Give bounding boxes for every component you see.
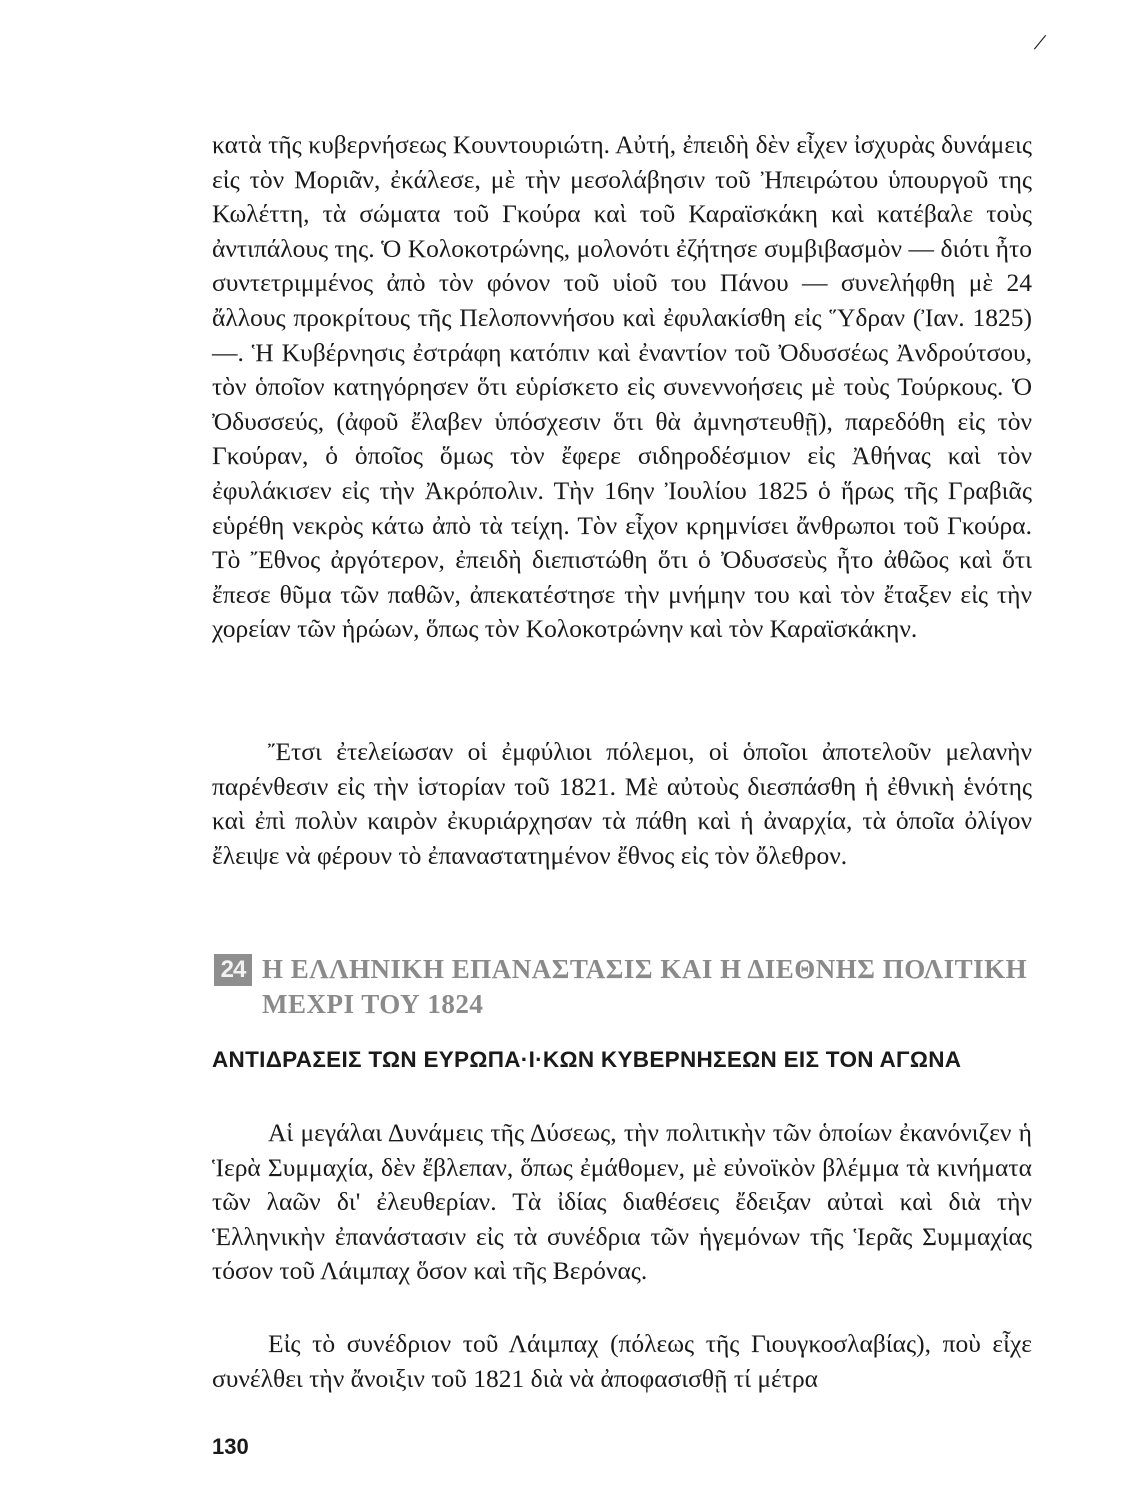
subheading: ΑΝΤΙΔΡΑΣΕΙΣ ΤΩΝ ΕΥΡΩΠΑ·Ι·ΚΩΝ ΚΥΒΕΡΝΗΣΕΩΝ ΕΙΣ ΤΟΝ ΑΓΩΝΑ — [212, 1047, 962, 1072]
section-number-badge: 24 — [214, 954, 252, 986]
paragraph-great-powers: Αἱ μεγάλαι Δυνάμεις τῆς Δύσεως, τὴν πολιτικὴν τῶν ὁποίων ἐκανόνιζεν ἡ Ἱερὰ Συμμαχία, δὲν ἔβλεπαν, ὅπως ἐμάθομεν, μὲ εὐνοϊκὸν βλέμμα τὰ κινήματα τῶν λαῶν δι' ἐλευθερίαν. Τὰ ἰδίας διαθέσεις ἔδειξαν αὐταὶ καὶ διὰ τὴν Ἑλληνικὴν ἐπανάστασιν εἰς τὰ συνέδρια τῶν ἡγεμόνων τῆς Ἱερᾶς Συμμαχίας τόσον τοῦ Λάιμπαχ ὅσον καὶ τῆς Βερόνας. — [212, 1118, 1032, 1286]
section-heading — [214, 952, 1034, 1022]
paragraph-laibach-congress: Εἰς τὸ συνέδριον τοῦ Λάιμπαχ (πόλεως τῆς Γιουγκοσλαβίας), ποὺ εἶχε συνέλθει τὴν ἄνοιξιν τοῦ 1821 διὰ νὰ ἀποφασισθῇ τί μέτρα — [212, 1329, 1032, 1393]
page-number: 130 — [212, 1434, 249, 1459]
paragraph-end-of-civil-wars: Ἔτσι ἐτελείωσαν οἱ ἐμφύλιοι πόλεμοι, οἱ ὁποῖοι ἀποτελοῦν μελανὴν παρένθεσιν εἰς τὴν ἱστορίαν τοῦ 1821. Μὲ αὐτοὺς διεσπάσθη ἡ ἐθνικὴ ἑνότης καὶ ἐπὶ πολὺν καιρὸν ἐκυριάρχησαν τὰ πάθη καὶ ἡ ἀναρχία, τὰ ὁποῖα ὀλίγον ἔλειψε νὰ φέρουν τὸ ἐπαναστατημένον ἔθνος εἰς τὸν ὄλεθρον. — [212, 737, 1032, 870]
margin-mark: / — [1033, 29, 1046, 57]
paragraph-civil-wars-continued: κατὰ τῆς κυβερνήσεως Κουντουριώτη. Αὐτή, ἐπειδὴ δὲν εἶχεν ἰσχυρὰς δυνάμεις εἰς τὸν Μοριᾶν, ἐκάλεσε, μὲ τὴν μεσολάβησιν τοῦ Ἠπειρώτου ὑπουργοῦ της Κωλέττη, τὰ σώματα τοῦ Γκούρα καὶ τοῦ Καραϊσκάκη καὶ κατέβαλε τοὺς ἀντιπάλους της. Ὁ Κολοκοτρώνης, μολονότι ἐζήτησε συμβιβασμὸν — διότι ἦτο συντετριμμένος ἀπὸ τὸν φόνον τοῦ υἱοῦ του Πάνου — συνελήφθη μὲ 24 ἄλλους προκρίτους τῆς Πελοποννήσου καὶ ἐφυλακίσθη εἰς Ὕδραν (Ἰαν. 1825)—. Ἡ Κυβέρνησις ἐστράφη κατόπιν καὶ ἐναντίον τοῦ Ὀδυσσέως Ἀνδρούτσου, τὸν ὁποῖον κατηγόρησεν ὅτι εὑρίσκετο εἰς συνεννοήσεις μὲ τοὺς Τούρκους. Ὁ Ὀδυσσεύς, (ἀφοῦ ἔλαβεν ὑπόσχεσιν ὅτι θὰ ἀμνηστευθῇ), παρεδόθη εἰς τὸν Γκούραν, ὁ ὁποῖος ὅμως τὸν ἔφερε σιδηροδέσμιον εἰς Ἀθήνας καὶ τὸν ἐφυλάκισεν εἰς τὴν Ἀκρόπολιν. Τὴν 16ην Ἰουλίου 1825 ὁ ἥρως τῆς Γραβιᾶς εὑρέθη νεκρὸς κάτω ἀπὸ τὰ τείχη. Τὸν εἶχον κρημνίσει ἄνθρωποι τοῦ Γκούρα. Τὸ Ἔθνος ἀργότερον, ἐπειδὴ διεπιστώθη ὅτι ὁ Ὀδυσσεὺς ἦτο ἀθῶος καὶ ὅτι ἔπεσε θῦμα τῶν παθῶν, ἀπεκατέστησε τὴν μνήμην του καὶ τὸν ἔταξεν εἰς τὴν χορείαν τῶν ἡρώων, ὅπως τὸν Κολοκοτρώνην καὶ τὸν Καραϊσκάκην. — [212, 130, 1032, 644]
section-title: Η ΕΛΛΗΝΙΚΗ ΕΠΑΝΑΣΤΑΣΙΣ ΚΑΙ Η ΔΙΕΘΝΗΣ ΠΟΛΙΤΙΚΗ ΜΕΧΡΙ ΤΟΥ 1824 — [262, 954, 1028, 1019]
